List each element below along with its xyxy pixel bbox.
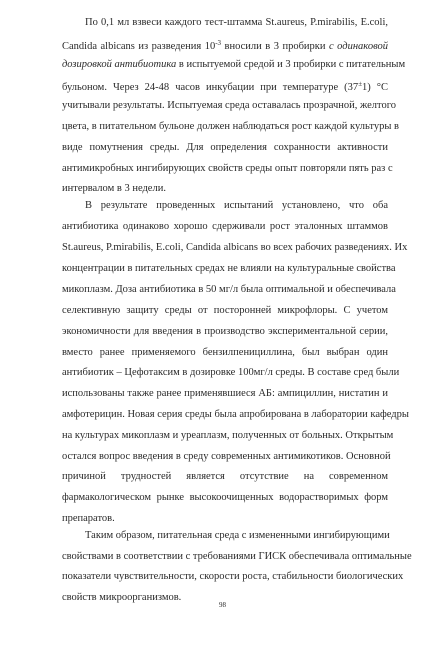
text-line	[85, 529, 388, 542]
text-line	[62, 325, 388, 338]
text-line	[62, 141, 388, 154]
text-segment: экономичности для введения в производство экспериментальной серии,	[62, 326, 388, 337]
text-segment: концентрации в питательных средах не влияли на культуральные свойства	[62, 263, 396, 274]
text-segment: свойств микроорганизмов.	[62, 592, 182, 603]
text-line	[62, 366, 400, 379]
text-segment: препаратов.	[62, 513, 115, 524]
text-segment: показатели чувствительности, скорости роста, стабильности биологических	[62, 571, 404, 582]
italic-text: дозировкой антибиотика	[62, 59, 177, 70]
italic-text: с одинаковой	[329, 41, 388, 52]
text-line	[62, 283, 396, 296]
text-segment: фармакологическом рынке высокоочищенных водорастворимых форм	[62, 492, 388, 503]
text-segment: учитывали результаты. Испытуемая среда оставалась прозрачной, желтого	[62, 100, 397, 111]
text-line	[62, 120, 399, 133]
page-number: 98	[219, 601, 226, 609]
text-segment: Таким образом, питательная среда с измененными ингибирующими	[85, 530, 390, 541]
text-segment: 1) °С	[362, 82, 389, 93]
text-line	[62, 262, 396, 275]
text-line	[62, 304, 388, 317]
text-segment: свойствами в соответствии с требованиями ГИСК обеспечивала оптимальные	[62, 551, 412, 562]
text-segment: причиной трудностей является отсутствие на современном	[62, 471, 388, 482]
text-line	[62, 182, 388, 195]
text-segment: использованы также ранее применявшиеся АБ: ампициллин, нистатин и	[62, 388, 388, 399]
text-line	[62, 241, 408, 254]
text-line	[62, 470, 388, 483]
text-segment: антибиотика одинаково хорошо сдерживали рост эталонных штаммов	[62, 221, 388, 232]
text-segment: бульоном. Через 24-48 часов инкубации при температуре (37	[62, 82, 359, 93]
text-segment: В результате проведенных испытаний установлено, что оба	[85, 200, 388, 211]
text-segment: Candida albicans из разведения 10	[62, 41, 216, 52]
text-line	[62, 387, 388, 400]
text-line	[62, 450, 391, 463]
text-segment: По 0,1 мл взвеси каждого тест-штамма St.aureus, P.mirabilis, E.coli,	[85, 17, 388, 28]
text-line	[62, 512, 388, 525]
text-line	[62, 162, 393, 175]
text-line	[85, 16, 388, 29]
text-segment: вместо ранее применяемого бензилпенициллина, был выбран один	[62, 347, 388, 358]
text-segment: амфотерицин. Новая серия среды была апробирована в лаборатории кафедры	[62, 409, 409, 420]
text-line	[62, 99, 397, 112]
text-segment: интервалом в 3 недели.	[62, 183, 166, 194]
text-line	[62, 78, 388, 94]
text-line	[62, 58, 406, 71]
text-segment: микоплазм. Доза антибиотика в 50 мг/л была оптимальной и обеспечивала	[62, 284, 396, 295]
text-segment: цвета, в питательном бульоне должен наблюдаться рост каждой культуры в	[62, 121, 399, 132]
text-segment: остался вопрос введения в среду современных антимикотиков. Основной	[62, 451, 391, 462]
text-line	[62, 570, 404, 583]
text-segment: антимикробных ингибирующих свойств среды опыт повторяли пять раз с	[62, 163, 393, 174]
text-segment: виде помутнения среды. Для определения сохранности активности	[62, 142, 388, 153]
text-segment: в испытуемой средой и 3 пробирки с питательным	[176, 59, 406, 70]
text-segment: антибиотик – Цефотаксим в дозировке 100мг/л среды. В составе сред были	[62, 367, 400, 378]
text-line	[85, 199, 388, 212]
text-line	[62, 550, 412, 563]
text-line	[62, 220, 388, 233]
text-line	[62, 491, 388, 504]
text-segment: на культурах микоплазм и уреаплазм, полученных от больных. Открытым	[62, 430, 394, 441]
text-line	[62, 37, 388, 53]
text-line	[62, 429, 394, 442]
superscript-text: ±	[358, 80, 363, 88]
text-segment: селективную защиту среды от посторонней микрофлоры. С учетом	[62, 305, 388, 316]
text-line	[62, 408, 409, 421]
text-segment: вносили в 3 пробирки	[221, 41, 330, 52]
text-segment: St.aureus, P.mirabilis, E.coli, Candida albicans во всех рабочих разведениях. Их	[62, 242, 408, 253]
superscript-text: -3	[215, 39, 222, 47]
text-line	[62, 346, 388, 359]
